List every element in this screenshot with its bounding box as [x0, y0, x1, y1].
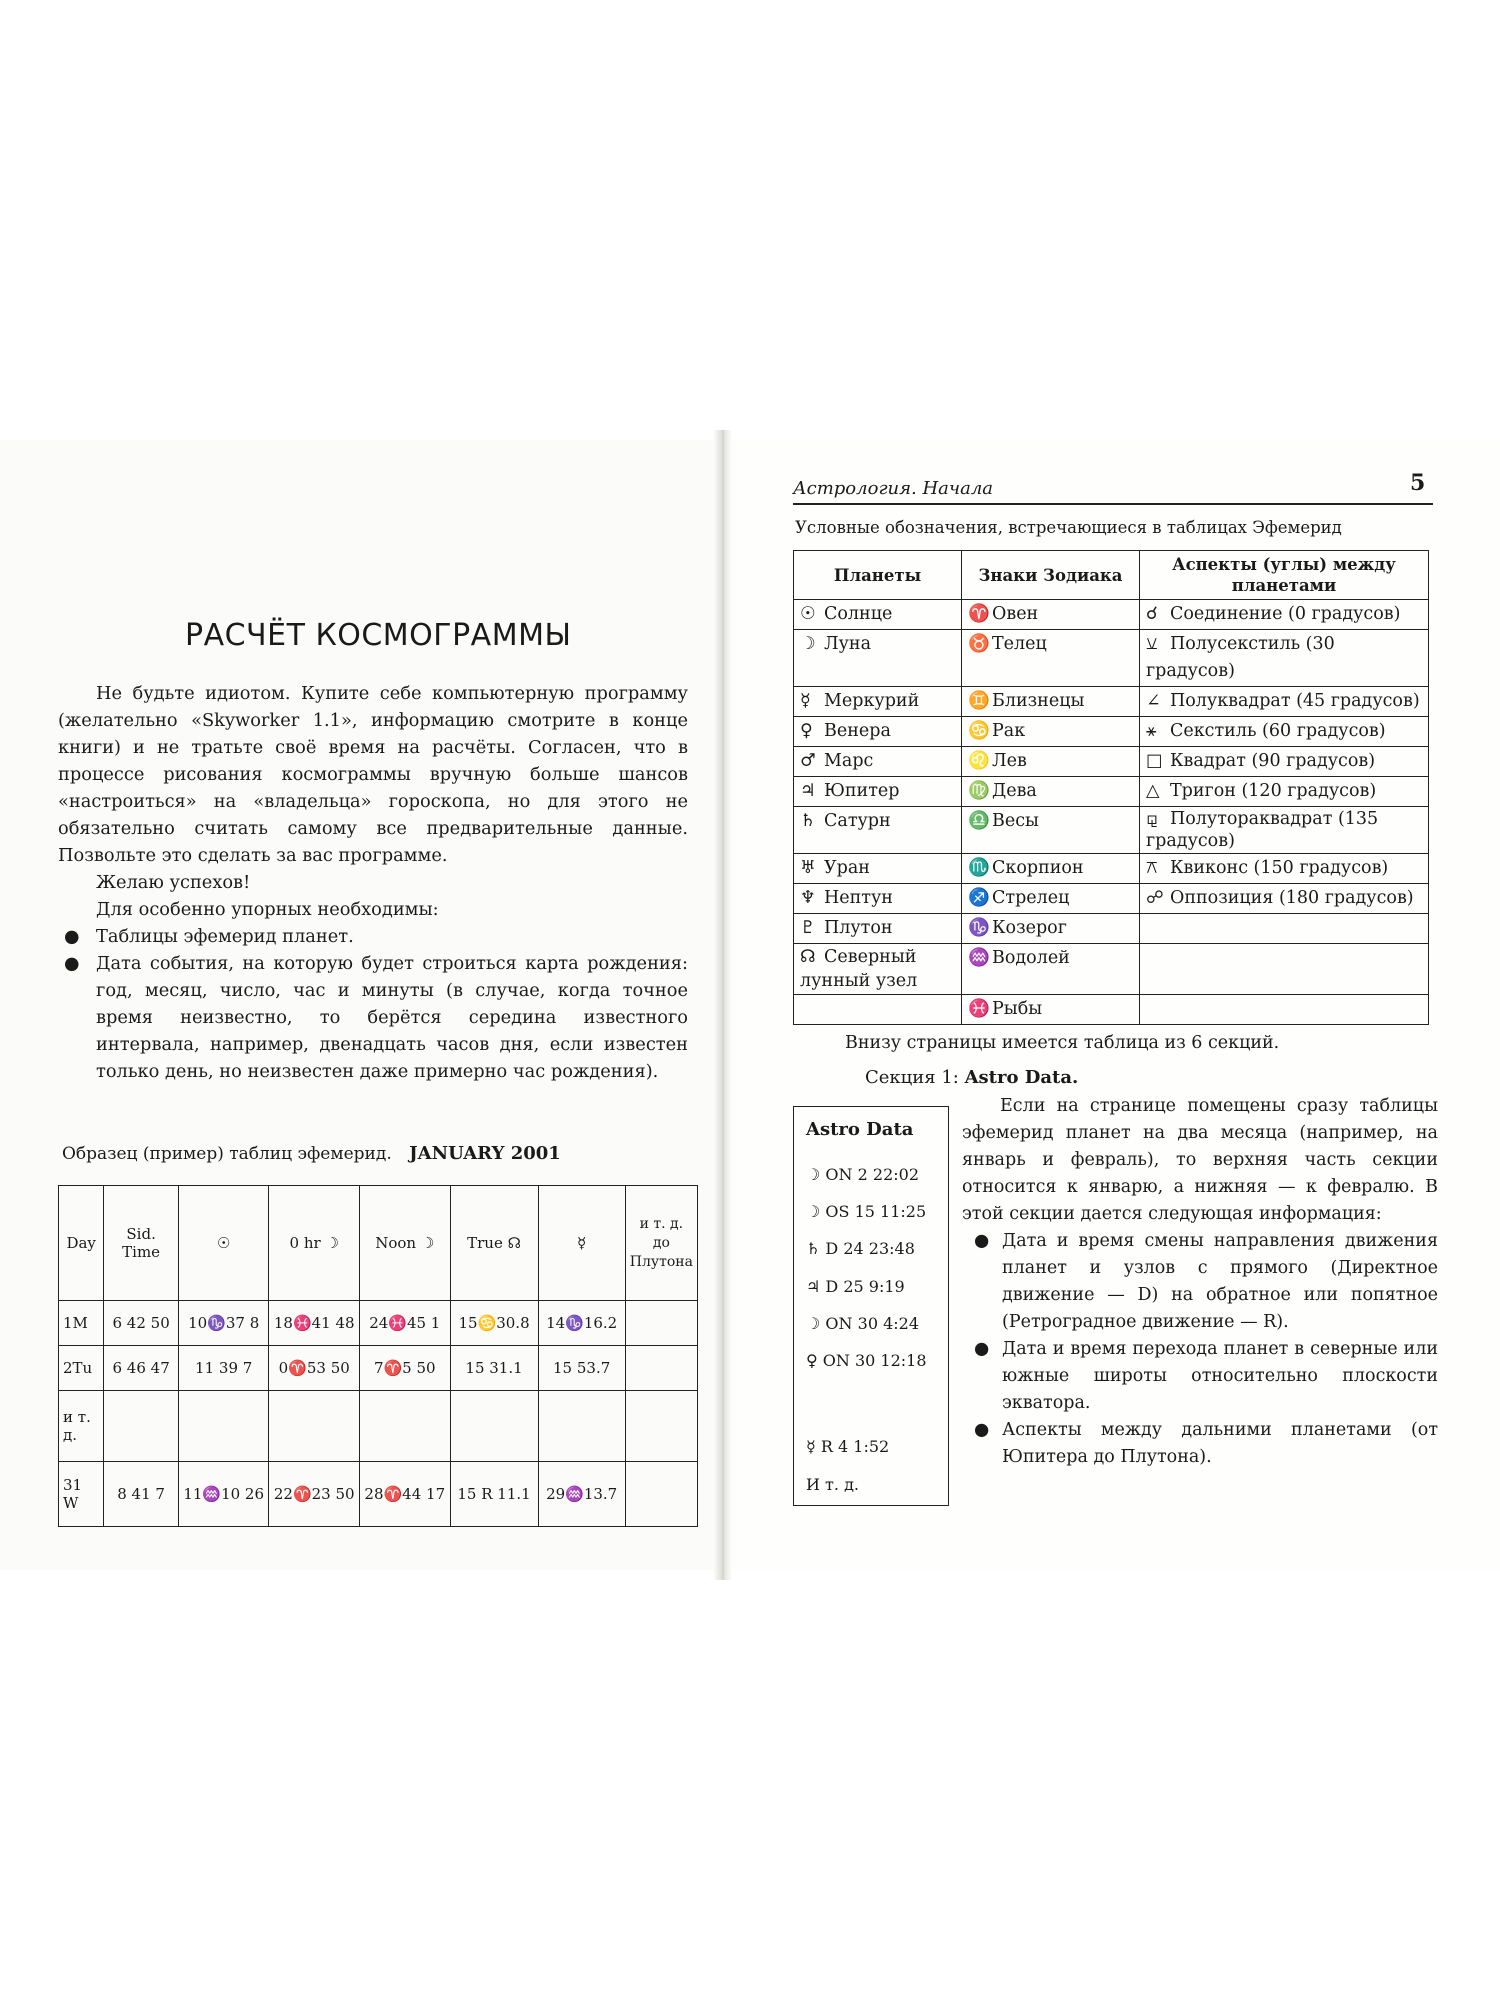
bullet-icon: ● [974, 1231, 990, 1251]
symbol-label: Нептун [824, 888, 893, 908]
table-cell [1140, 995, 1429, 1025]
symbol-label: Плутон [824, 918, 893, 938]
symbol-icon: ☿ [800, 691, 811, 711]
table-cell [962, 807, 1140, 854]
symbol-icon: ♑ [968, 918, 990, 938]
left-body-text [58, 680, 688, 1085]
symbol-icon: □ [1146, 751, 1163, 771]
symbol-icon: ♍ [968, 781, 990, 801]
column-header: Noon ☽ [360, 1186, 451, 1301]
table-cell [1140, 600, 1429, 630]
symbol-icon: ♏ [968, 858, 990, 878]
table-cell: 7♈5 50 [360, 1346, 451, 1391]
symbol-icon: ♓ [968, 999, 990, 1019]
table-row [794, 630, 1429, 687]
table-cell [962, 717, 1140, 747]
list-item: ● Таблицы эфемерид планет. [58, 923, 688, 950]
legend-title: Условные обозначения, встречающиеся в таблицах Эфемерид [795, 518, 1342, 537]
table-cell [794, 687, 962, 717]
symbol-label: Овен [992, 604, 1039, 624]
table-cell [794, 777, 962, 807]
table-cell [794, 995, 962, 1025]
column-header: Day [59, 1186, 104, 1301]
column-header: Sid. Time [104, 1186, 179, 1301]
table-cell: 11 39 7 [178, 1346, 269, 1391]
symbol-label: Квиконс (150 градусов) [1170, 858, 1389, 878]
symbol-label: Скорпион [992, 858, 1084, 878]
symbol-label: Дева [992, 781, 1037, 801]
symbol-icon: ♃ [800, 781, 816, 801]
table-note: Внизу страницы имеется таблица из 6 секций. [845, 1033, 1280, 1053]
table-row [794, 807, 1429, 854]
symbol-icon: ♆ [800, 888, 816, 908]
table-cell: 2Tu [59, 1346, 104, 1391]
table-cell [178, 1391, 269, 1462]
header-rule [793, 503, 1433, 505]
symbol-label: Марс [824, 751, 874, 771]
astro-data-line: И т. д. [806, 1475, 859, 1494]
table-cell [625, 1462, 697, 1527]
symbol-icon: ☉ [800, 604, 816, 624]
table-cell [538, 1391, 625, 1462]
list-item: ● Дата и время перехода планет в северные или южные широты относительно плоскости экватора. [962, 1336, 1438, 1417]
sample-month: JANUARY 2001 [409, 1143, 561, 1164]
symbol-icon: ♊ [968, 691, 990, 711]
section-heading: Секция 1: Astro Data. [865, 1067, 1079, 1088]
table-cell: 18♓41 48 [269, 1301, 360, 1346]
table-cell [1140, 807, 1429, 854]
table-row [794, 884, 1429, 914]
table-cell [962, 600, 1140, 630]
table-row [59, 1301, 698, 1346]
table-cell [794, 807, 962, 854]
list-item: ● Дата события, на которую будет строиться карта рождения: год, месяц, число, час и минуты (в случае, когда точное время неизвестно, то берётся середина известного интервала, например, двенадцать часов дня, если известен только день, но неизвестен даже примерно час рождения). [58, 950, 688, 1085]
running-head: Астрология. Начала [793, 478, 994, 499]
table-cell: 22♈23 50 [269, 1462, 360, 1527]
table-cell: 11♒10 26 [178, 1462, 269, 1527]
table-cell [794, 630, 962, 687]
astro-data-line: ☽ ON 30 4:24 [806, 1314, 920, 1333]
symbol-icon: ♉ [968, 634, 990, 654]
table-cell: 29♒13.7 [538, 1462, 625, 1527]
table-cell [360, 1391, 451, 1462]
table-row [794, 717, 1429, 747]
table-cell [625, 1301, 697, 1346]
astro-data-line: ♄ D 24 23:48 [806, 1239, 915, 1258]
column-header: и т. д. до Плутона [625, 1186, 697, 1301]
table-cell [962, 747, 1140, 777]
symbol-icon: ♒ [968, 948, 990, 968]
table-cell: 6 42 50 [104, 1301, 179, 1346]
table-cell [794, 600, 962, 630]
symbol-icon: ∠ [1146, 691, 1161, 711]
symbol-label: Лев [992, 751, 1027, 771]
bullet-icon: ● [974, 1339, 990, 1359]
symbol-label: Телец [992, 634, 1047, 654]
column-header: Аспекты (углы) между планетами [1140, 551, 1429, 600]
table-cell: 15 53.7 [538, 1346, 625, 1391]
table-header-row [794, 551, 1429, 600]
column-header: 0 hr ☽ [269, 1186, 360, 1301]
bullet-icon: ● [974, 1420, 990, 1440]
table-cell: 31 W [59, 1462, 104, 1527]
table-cell: 28♈44 17 [360, 1462, 451, 1527]
table-row [794, 777, 1429, 807]
astro-data-box [793, 1106, 949, 1506]
table-row [59, 1462, 698, 1527]
astro-data-title: Astro Data [806, 1119, 914, 1140]
symbol-label: Полутораквадрат (135 градусов) [1146, 809, 1379, 851]
symbol-label: Юпитер [824, 781, 900, 801]
symbol-icon: ♈ [968, 604, 990, 624]
page-title: РАСЧЁТ КОСМОГРАММЫ [185, 618, 572, 653]
table-cell [1140, 717, 1429, 747]
table-row [794, 747, 1429, 777]
table-cell: 8 41 7 [104, 1462, 179, 1527]
astro-data-line: ☽ ON 2 22:02 [806, 1165, 920, 1184]
symbol-label: Секстиль (60 градусов) [1170, 721, 1386, 741]
symbol-label: Соединение (0 градусов) [1170, 604, 1401, 624]
column-header: Знаки Зодиака [962, 551, 1140, 600]
table-cell [625, 1346, 697, 1391]
table-cell: 6 46 47 [104, 1346, 179, 1391]
sample-caption: Образец (пример) таблиц эфемерид. JANUARY 2001 [62, 1143, 561, 1164]
symbol-label: Весы [992, 811, 1039, 831]
table-cell [962, 914, 1140, 944]
symbol-icon: ♄ [800, 811, 816, 831]
symbol-icon: ⚻ [1146, 858, 1158, 878]
symbol-icon: ☽ [800, 634, 816, 654]
page-number: 5 [1410, 470, 1426, 496]
list-item: ● Дата и время смены направления движения планет и узлов с прямого (Директное движение — D) на обратное или попятное (Ретроградное движение — R). [962, 1228, 1438, 1336]
table-cell [794, 717, 962, 747]
symbol-label: Рыбы [992, 999, 1043, 1019]
column-header: True ☊ [450, 1186, 538, 1301]
symbol-label: Близнецы [992, 691, 1085, 711]
symbol-icon: ⚼ [1146, 809, 1159, 829]
table-cell [962, 944, 1140, 995]
symbol-label: Оппозиция (180 градусов) [1170, 888, 1414, 908]
table-cell: 1M [59, 1301, 104, 1346]
intro-paragraph: Не будьте идиотом. Купите себе компьютерную программу (желательно «Skyworker 1.1», информацию смотрите в конце книги) и не тратьте своё время на расчёты. Согласен, что в процессе рисования космограммы вручную больше шансов «настроиться» на «владельца» гороскопа, но для этого не обязательно считать самому все предварительные данные. Позвольте это сделать за вас программе. [58, 683, 688, 866]
table-cell [794, 914, 962, 944]
symbol-label: Северный лунный узел [800, 947, 918, 991]
table-cell [794, 944, 962, 995]
symbol-icon: ♂ [800, 751, 816, 771]
table-cell: 15♋30.8 [450, 1301, 538, 1346]
table-cell [269, 1391, 360, 1462]
astro-data-line: ♀ ON 30 12:18 [806, 1351, 927, 1370]
table-cell [962, 687, 1140, 717]
table-row [59, 1391, 698, 1462]
table-cell [450, 1391, 538, 1462]
symbol-label: Рак [992, 721, 1026, 741]
symbol-label: Полусекстиль (30 градусов) [1146, 634, 1335, 681]
table-cell [794, 884, 962, 914]
table-cell [962, 884, 1140, 914]
symbol-icon: ♅ [800, 858, 816, 878]
requirements-intro: Для особенно упорных необходимы: [96, 899, 439, 920]
book-gutter [714, 430, 732, 1580]
table-cell [1140, 884, 1429, 914]
astro-data-line: ♃ D 25 9:19 [806, 1277, 905, 1296]
symbol-label: Полуквадрат (45 градусов) [1170, 691, 1420, 711]
symbol-label: Стрелец [992, 888, 1070, 908]
column-header: Планеты [794, 551, 962, 600]
table-cell [962, 854, 1140, 884]
table-cell [104, 1391, 179, 1462]
table-row [794, 854, 1429, 884]
symbol-label: Луна [824, 634, 871, 654]
symbol-icon: △ [1146, 781, 1160, 801]
astro-data-line: ☿ R 4 1:52 [806, 1437, 890, 1456]
symbol-icon: ♋ [968, 721, 990, 741]
symbol-label: Козерог [992, 918, 1067, 938]
table-row [794, 687, 1429, 717]
astro-data-line: ☽ OS 15 11:25 [806, 1202, 927, 1221]
table-cell [1140, 914, 1429, 944]
symbol-label: Меркурий [824, 691, 920, 711]
table-row [59, 1346, 698, 1391]
table-cell: и т. д. [59, 1391, 104, 1462]
symbol-icon: ⚹ [1146, 721, 1157, 741]
table-cell [1140, 854, 1429, 884]
symbol-label: Уран [824, 858, 870, 878]
symbol-icon: ♎ [968, 811, 990, 831]
table-cell: 15 31.1 [450, 1346, 538, 1391]
table-row [794, 600, 1429, 630]
table-row [794, 914, 1429, 944]
table-cell [962, 995, 1140, 1025]
bullet-icon: ● [64, 953, 80, 974]
symbol-label: Квадрат (90 градусов) [1170, 751, 1376, 771]
ephemeris-table [58, 1185, 698, 1527]
table-cell: 15 R 11.1 [450, 1462, 538, 1527]
list-item: ● Аспекты между дальними планетами (от Юпитера до Плутона). [962, 1417, 1438, 1471]
table-cell [794, 747, 962, 777]
table-cell: 14♑16.2 [538, 1301, 625, 1346]
table-cell [625, 1391, 697, 1462]
table-row [794, 944, 1429, 995]
bullet-icon: ● [64, 926, 80, 947]
table-cell: 10♑37 8 [178, 1301, 269, 1346]
symbol-label: Тригон (120 градусов) [1170, 781, 1377, 801]
table-cell [794, 854, 962, 884]
symbol-label: Венера [824, 721, 891, 741]
symbol-icon: ♌ [968, 751, 990, 771]
table-header-row [59, 1186, 698, 1301]
symbol-icon: ♇ [800, 918, 816, 938]
table-row [794, 995, 1429, 1025]
table-cell [962, 777, 1140, 807]
symbols-legend-table [793, 550, 1429, 1025]
symbol-label: Сатурн [824, 811, 891, 831]
symbol-icon: ☊ [800, 947, 816, 967]
symbol-icon: ♀ [800, 721, 813, 741]
symbol-icon: ☌ [1146, 604, 1158, 624]
symbol-label: Водолей [992, 948, 1070, 968]
table-cell [962, 630, 1140, 687]
symbol-label: Солнце [824, 604, 893, 624]
symbol-icon: ⚺ [1146, 634, 1158, 654]
column-header: ☉ [178, 1186, 269, 1301]
table-cell: 24♓45 1 [360, 1301, 451, 1346]
table-cell [1140, 944, 1429, 995]
table-cell [1140, 747, 1429, 777]
section1-body [962, 1093, 1438, 1471]
table-cell [1140, 777, 1429, 807]
column-header: ☿ [538, 1186, 625, 1301]
symbol-icon: ☍ [1146, 888, 1164, 908]
symbol-icon: ♐ [968, 888, 990, 908]
table-cell [1140, 687, 1429, 717]
table-cell: 0♈53 50 [269, 1346, 360, 1391]
wish-line: Желаю успехов! [96, 872, 251, 893]
section1-paragraph: Если на странице помещены сразу таблицы эфемерид планет на два месяца (например, на январь и февраль), то верхняя часть секции относится к январю, а нижняя — к февралю. В этой секции дается следующая информация: [962, 1096, 1438, 1224]
table-cell [1140, 630, 1429, 687]
